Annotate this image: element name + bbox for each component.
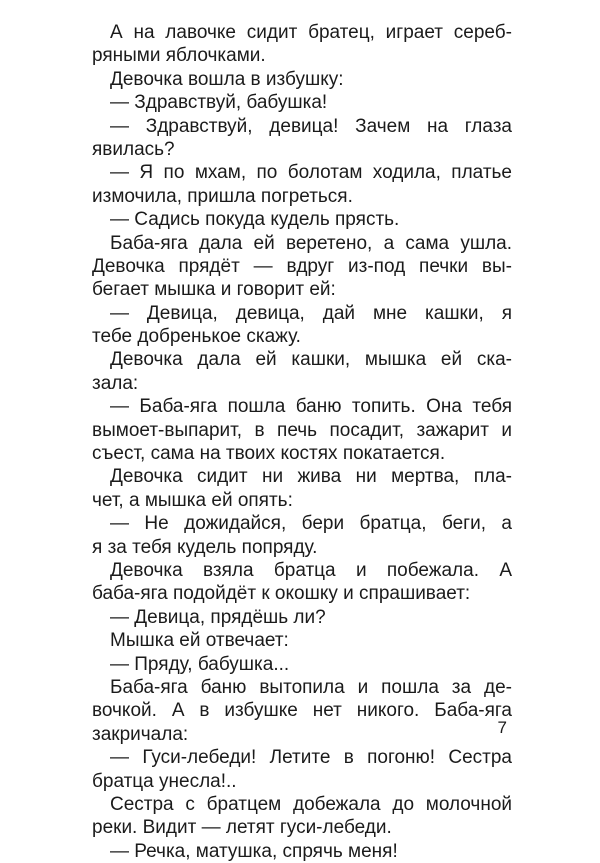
text-line: — Я по мхам, по болотам ходила, платье bbox=[110, 162, 512, 184]
text-line: Девочка сидит ни жива ни мертва, пла- bbox=[110, 466, 512, 488]
text-line: А на лавочке сидит братец, играет сереб- bbox=[110, 22, 512, 43]
text-line: — Баба-яга пошла баню топить. Она тебя bbox=[110, 396, 512, 418]
paragraph bbox=[92, 208, 512, 231]
text-line: — Здравствуй, бабушка! bbox=[110, 92, 328, 114]
text-line: Девочка взяла братца и побежала. А bbox=[110, 559, 512, 581]
paragraph bbox=[92, 232, 512, 302]
text-line: — Садись покуда кудель прясть. bbox=[110, 209, 400, 231]
paragraph bbox=[92, 302, 512, 349]
paragraph bbox=[92, 676, 512, 746]
text-line: реки. Видит — летят гуси-лебеди. bbox=[92, 817, 392, 839]
text-line: — Девица, девица, дай мне кашки, я bbox=[110, 302, 512, 324]
text-line: — Не дожидайся, бери братца, беги, а bbox=[110, 513, 512, 535]
paragraph bbox=[92, 395, 512, 465]
text-line: Девочка вошла в избушку: bbox=[110, 68, 344, 90]
text-line: зала: bbox=[92, 372, 139, 394]
paragraph bbox=[92, 840, 512, 863]
text-line: — Девица, прядёшь ли? bbox=[110, 606, 326, 628]
paragraph bbox=[92, 348, 512, 395]
text-line: Баба-яга баню вытопила и пошла за де- bbox=[110, 676, 512, 698]
text-line: вочкой. А в избушке нет никого. Баба-яга bbox=[92, 700, 512, 722]
text-line: — Здравствуй, девица! Зачем на глаза bbox=[110, 115, 512, 137]
text-line: я за тебя кудель попряду. bbox=[92, 536, 318, 558]
text-line: — Речка, матушка, спрячь меня! bbox=[110, 840, 398, 862]
paragraph bbox=[92, 115, 512, 162]
text-line: вымоет-выпарит, в печь посадит, зажарит и bbox=[92, 419, 512, 441]
page-number: 7 bbox=[497, 718, 507, 737]
text-line: баба-яга подойдёт к окошку и спрашивает: bbox=[92, 583, 471, 605]
text-line: Девочка дала ей кашки, мышка ей ска- bbox=[110, 349, 512, 371]
text-line: Баба-яга дала ей веретено, а сама ушла. bbox=[110, 232, 512, 254]
paragraph bbox=[92, 793, 512, 840]
text-line: Сестра с братцем добежала до молочной bbox=[110, 793, 512, 815]
text-line: явилась? bbox=[92, 138, 175, 160]
paragraph bbox=[92, 559, 512, 606]
text-line: ряными яблочками. bbox=[92, 45, 266, 67]
paragraph bbox=[92, 91, 512, 114]
text-line: — Гуси-лебеди! Летите в погоню! Сестра bbox=[110, 747, 512, 769]
text-line: тебе добренькое скажу. bbox=[92, 326, 301, 348]
text-line: съест, сама на твоих костях покатается. bbox=[92, 443, 446, 465]
paragraph bbox=[92, 629, 512, 652]
text-line: братца унесла!.. bbox=[92, 770, 237, 792]
paragraph bbox=[92, 68, 512, 91]
text-line: бегает мышка и говорит ей: bbox=[92, 279, 336, 301]
text-line: чет, а мышка ей опять: bbox=[92, 489, 293, 511]
text-line: Мышка ей отвечает: bbox=[110, 630, 289, 652]
paragraph bbox=[92, 465, 512, 512]
paragraph bbox=[92, 161, 512, 208]
text-line: измочила, пришла погреться. bbox=[92, 185, 353, 207]
paragraph bbox=[92, 606, 512, 629]
paragraph bbox=[92, 653, 512, 676]
story-text bbox=[92, 21, 512, 863]
paragraph bbox=[92, 21, 512, 68]
text-line: закричала: bbox=[92, 723, 189, 745]
paragraph bbox=[92, 746, 512, 793]
text-line: — Пряду, бабушка... bbox=[110, 653, 290, 675]
text-line: Девочка прядёт — вдруг из-под печки вы- bbox=[92, 255, 512, 277]
paragraph bbox=[92, 512, 512, 559]
